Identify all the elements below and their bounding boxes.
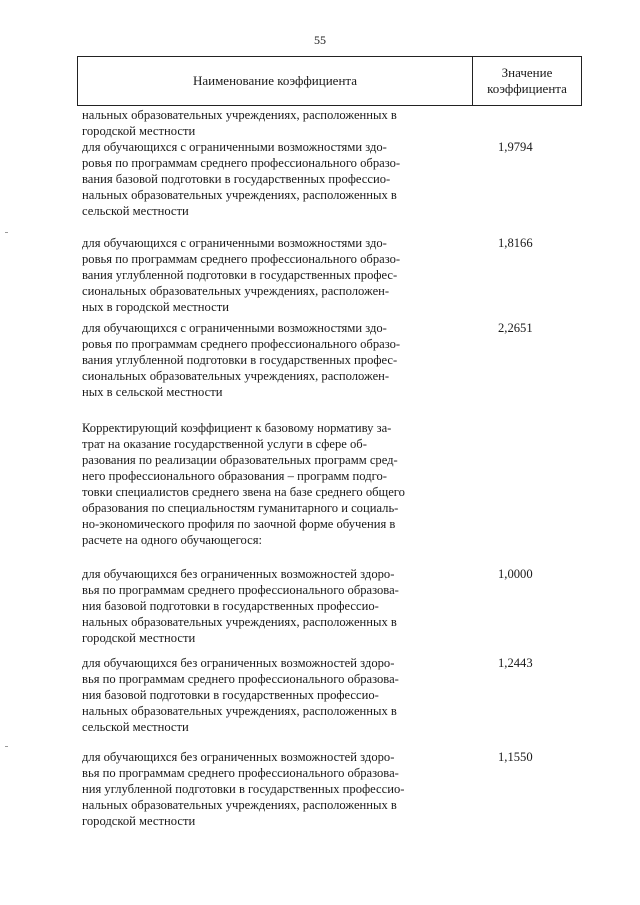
coefficient-value: 1,1550 [498, 750, 533, 764]
coefficient-value: 1,8166 [498, 236, 533, 250]
coefficient-value: 1,9794 [498, 140, 533, 154]
coefficient-description: для обучающихся с ограниченными возможностями здо- ровья по программам среднего профессионального образо- вания базовой подготовки в государственных профессио- нальных образовательных учреждениях, расположенных в сельской местности [82, 140, 401, 218]
scan-mark [5, 746, 8, 747]
coefficient-description: для обучающихся без ограниченных возможностей здоро- вья по программам среднего профессионального образова- ния базовой подготовки в государственных профессио- нальных образовательных учреждениях, расположенных в сельской местности [82, 656, 399, 734]
section-heading: Корректирующий коэффициент к базовому нормативу за- трат на оказание государственной услуги в сфере об- разования по реализации образовательных программ сред- него профессионального образования – программ подго- товки специалистов среднего звена на базе среднего общего образования по специальностям гуманитарного и социаль- но-экономического профиля по заочной форме обучения в расчете на одного обучающегося: [82, 421, 405, 547]
scan-mark [5, 232, 8, 233]
coefficient-value: 1,2443 [498, 656, 533, 670]
coefficient-value: 2,2651 [498, 321, 533, 335]
coefficient-description: для обучающихся без ограниченных возможностей здоро- вья по программам среднего профессионального образова- ния углубленной подготовки в государственных профессио- нальных образовательных учреждениях, расположенных в городской местности [82, 750, 405, 828]
table-header [77, 56, 582, 106]
coefficient-description: нальных образовательных учреждениях, расположенных в городской местности [82, 108, 397, 138]
coefficient-name-header: Наименование коэффициента [192, 73, 358, 88]
coefficient-value-header: Значение коэффициента [487, 65, 567, 96]
page-number: 55 [314, 33, 326, 47]
coefficient-value: 1,0000 [498, 567, 533, 581]
coefficient-description: для обучающихся с ограниченными возможностями здо- ровья по программам среднего профессионального образо- вания углубленной подготовки в государственных профес- сиональных образовательных учреждениях, расположен- ных в городской местности [82, 236, 401, 314]
coefficient-description: для обучающихся без ограниченных возможностей здоро- вья по программам среднего профессионального образова- ния базовой подготовки в государственных профессио- нальных образовательных учреждениях, расположенных в городской местности [82, 567, 399, 645]
coefficient-description: для обучающихся с ограниченными возможностями здо- ровья по программам среднего профессионального образо- вания углубленной подготовки в государственных профес- сиональных образовательных учреждениях, расположен- ных в сельской местности [82, 321, 401, 399]
